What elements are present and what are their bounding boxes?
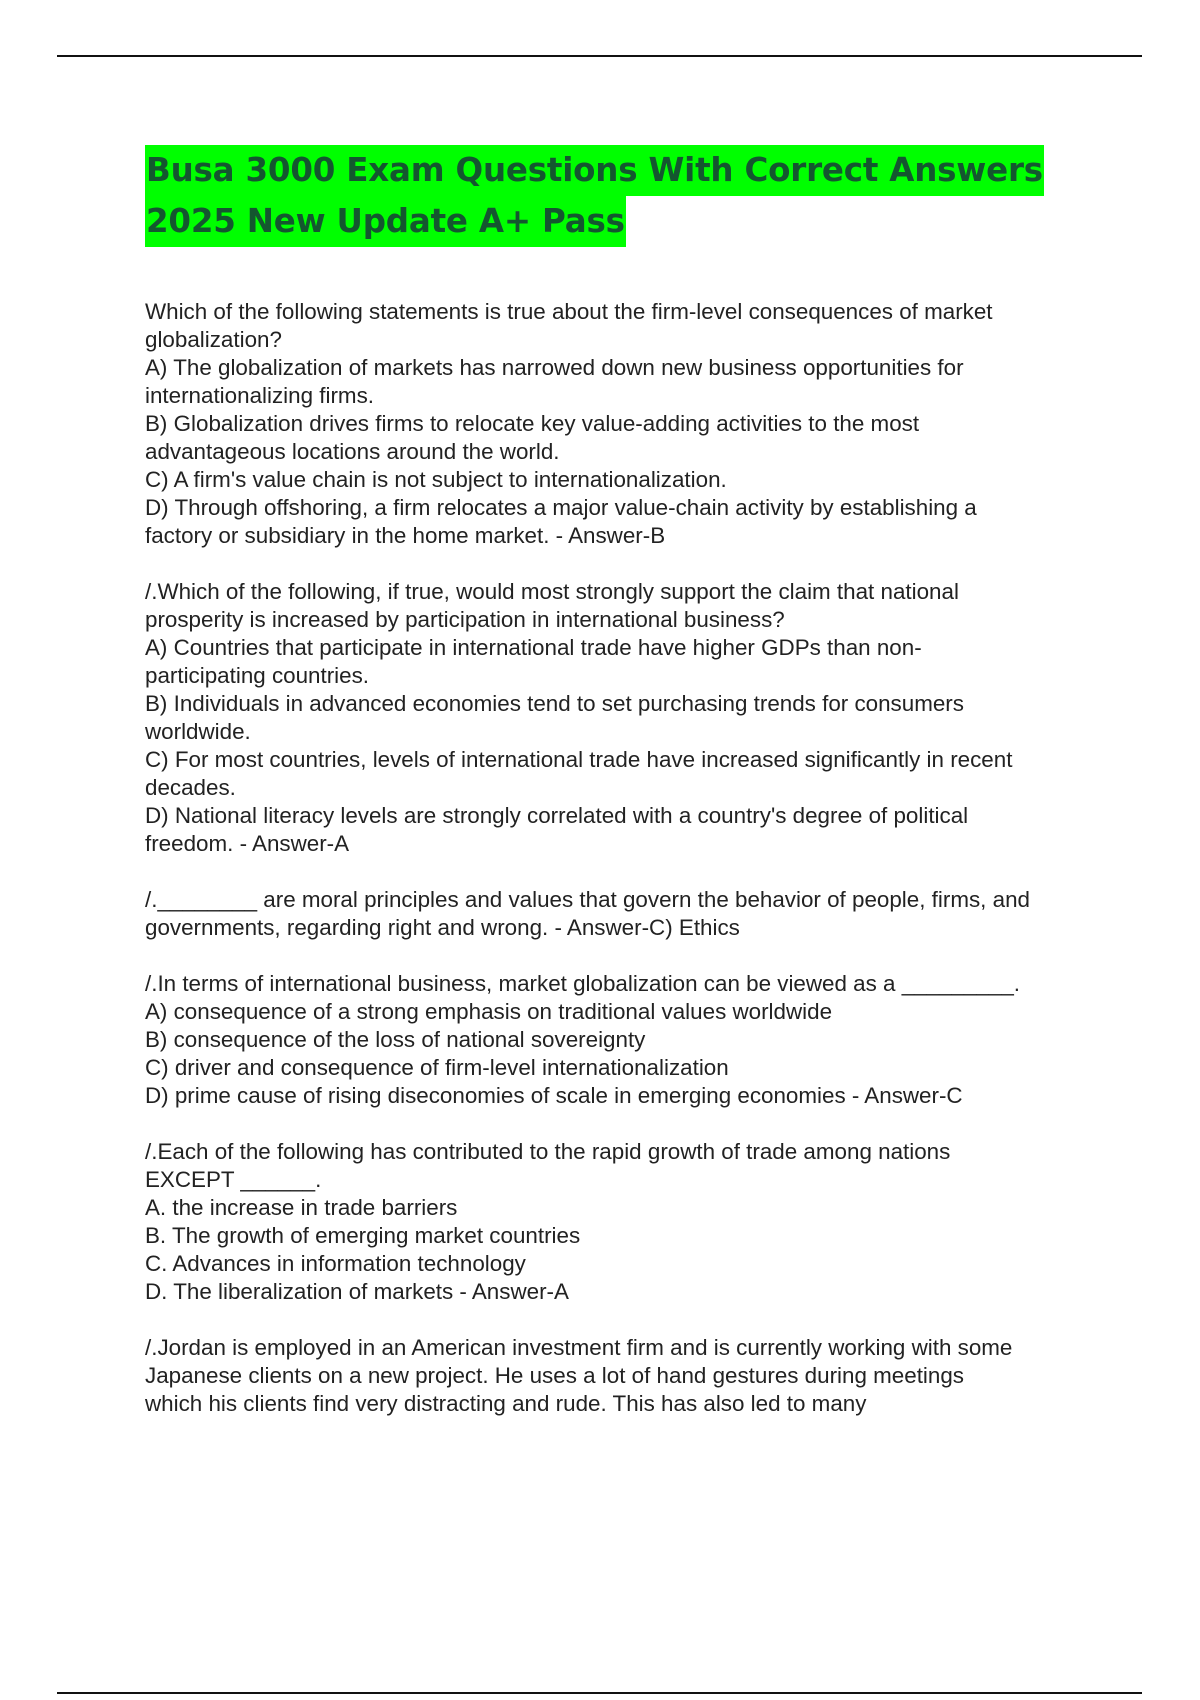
question-line: Which of the following statements is true about the firm-level consequences of market bbox=[145, 299, 993, 324]
option-line: C) driver and consequence of firm-level internationalization bbox=[145, 1055, 729, 1080]
question-list bbox=[145, 298, 1095, 1446]
question-line: /.Each of the following has contributed to the rapid growth of trade among nations bbox=[145, 1139, 951, 1164]
option-line: B) Globalization drives firms to relocate key value-adding activities to the most bbox=[145, 411, 920, 436]
option-line: C) A firm's value chain is not subject to internationalization. bbox=[145, 467, 727, 492]
title-line-2: 2025 New Update A+ Pass bbox=[145, 196, 626, 247]
option-line: decades. bbox=[145, 775, 236, 800]
question-line: Japanese clients on a new project. He uses a lot of hand gestures during meetings bbox=[145, 1363, 964, 1388]
question-block-5 bbox=[145, 1138, 1095, 1306]
question-line: EXCEPT ______. bbox=[145, 1167, 322, 1192]
option-line: D) Through offshoring, a firm relocates a major value-chain activity by establishing a bbox=[145, 495, 977, 520]
question-line: /.Which of the following, if true, would most strongly support the claim that national bbox=[145, 579, 959, 604]
answer-line: factory or subsidiary in the home market. - Answer-B bbox=[145, 523, 666, 548]
answer-line: D. The liberalization of markets - Answer-A bbox=[145, 1279, 569, 1304]
answer-line: governments, regarding right and wrong. - Answer-C) Ethics bbox=[145, 915, 740, 940]
question-line: prosperity is increased by participation in international business? bbox=[145, 607, 785, 632]
option-line: C. Advances in information technology bbox=[145, 1251, 526, 1276]
question-block-3 bbox=[145, 886, 1095, 942]
question-line: which his clients find very distracting and rude. This has also led to many bbox=[145, 1391, 867, 1416]
footer-rule bbox=[57, 1692, 1142, 1694]
option-line: advantageous locations around the world. bbox=[145, 439, 560, 464]
question-block-1 bbox=[145, 298, 1095, 550]
option-line: A) Countries that participate in international trade have higher GDPs than non- bbox=[145, 635, 922, 660]
option-line: A) consequence of a strong emphasis on traditional values worldwide bbox=[145, 999, 833, 1024]
option-line: participating countries. bbox=[145, 663, 370, 688]
title-line-1: Busa 3000 Exam Questions With Correct Answers bbox=[145, 145, 1044, 196]
option-line: worldwide. bbox=[145, 719, 251, 744]
question-line: /.In terms of international business, market globalization can be viewed as a _________. bbox=[145, 971, 1021, 996]
option-line: B) Individuals in advanced economies tend to set purchasing trends for consumers bbox=[145, 691, 964, 716]
question-line: /.________ are moral principles and values that govern the behavior of people, firms, and bbox=[145, 887, 1030, 912]
question-line: globalization? bbox=[145, 327, 282, 352]
option-line: A) The globalization of markets has narrowed down new business opportunities for bbox=[145, 355, 964, 380]
option-line: B) consequence of the loss of national sovereignty bbox=[145, 1027, 646, 1052]
answer-line: D) prime cause of rising diseconomies of scale in emerging economies - Answer-C bbox=[145, 1083, 963, 1108]
document-title bbox=[145, 145, 1045, 247]
question-block-6 bbox=[145, 1334, 1095, 1418]
answer-line: freedom. - Answer-A bbox=[145, 831, 350, 856]
option-line: D) National literacy levels are strongly correlated with a country's degree of political bbox=[145, 803, 969, 828]
question-line: /.Jordan is employed in an American investment firm and is currently working with some bbox=[145, 1335, 1013, 1360]
header-rule bbox=[57, 55, 1142, 57]
option-line: B. The growth of emerging market countries bbox=[145, 1223, 581, 1248]
question-block-4 bbox=[145, 970, 1095, 1110]
question-block-2 bbox=[145, 578, 1095, 858]
option-line: internationalizing firms. bbox=[145, 383, 374, 408]
option-line: C) For most countries, levels of international trade have increased significantly in recent bbox=[145, 747, 1013, 772]
option-line: A. the increase in trade barriers bbox=[145, 1195, 458, 1220]
